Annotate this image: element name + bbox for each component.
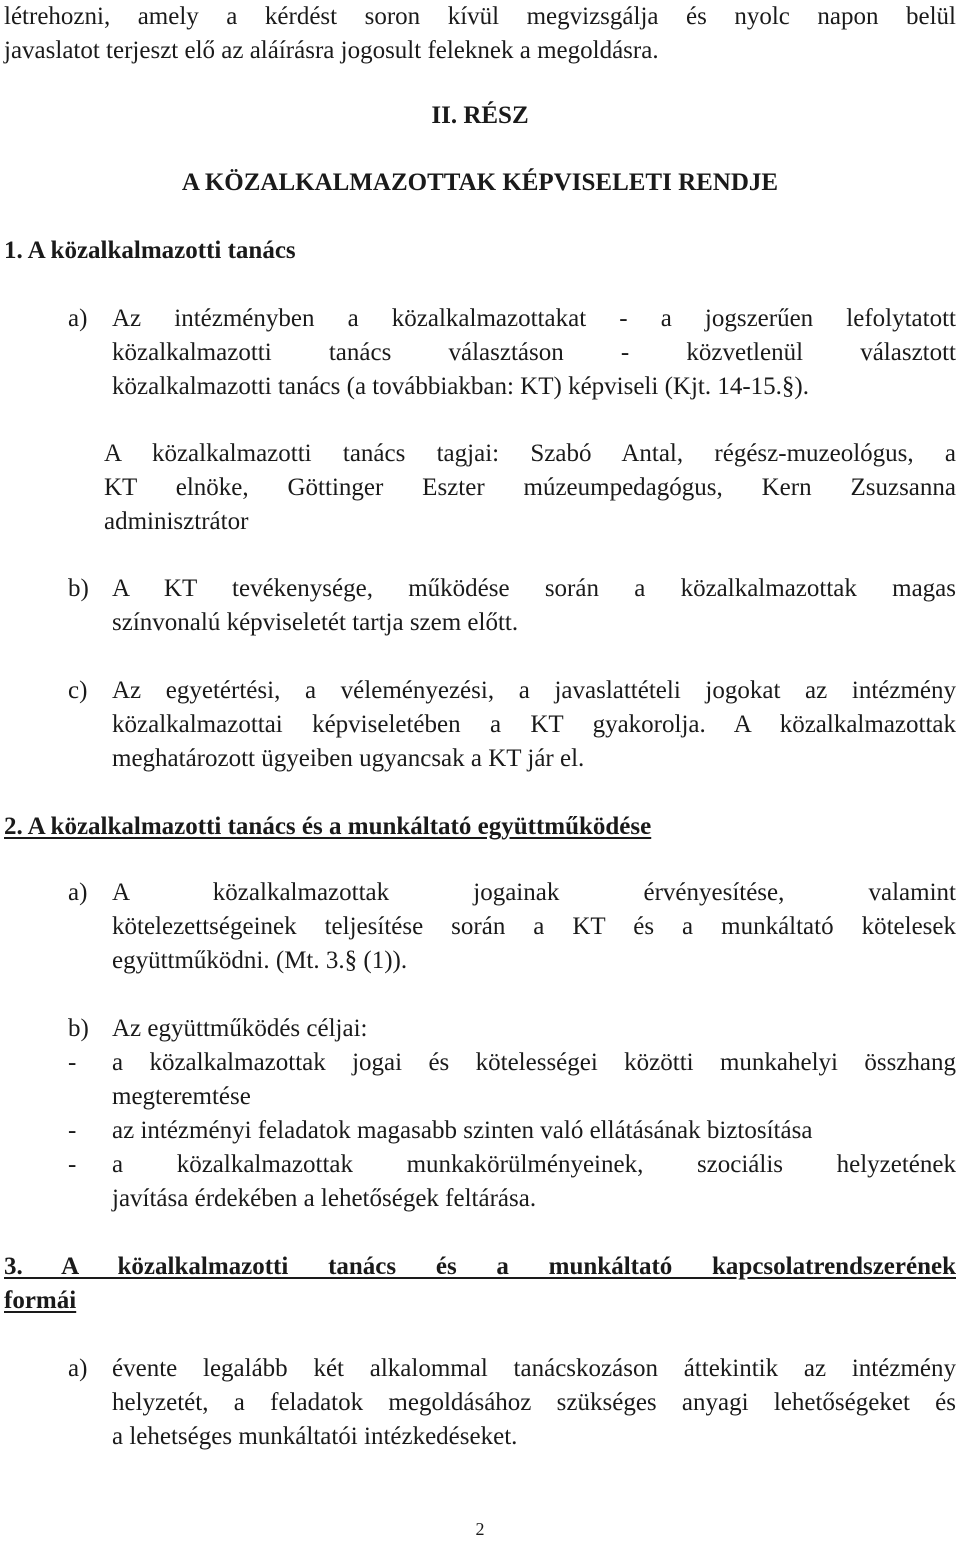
item-a-line-3: közalkalmazotti tanács (a továbbiakban: KT) képviseli (Kjt. 14-15.§). [112, 373, 809, 400]
bullet-3-line-1: a közalkalmazottak munkakörülményeinek, szociális helyzetének [112, 1151, 956, 1178]
item-c-line-2: közalkalmazottai képviseletében a KT gyakorolja. A közalkalmazottak [112, 711, 956, 738]
section-1-item-a [68, 302, 956, 404]
section-2-item-b [68, 1012, 956, 1046]
section-3-heading [4, 1250, 956, 1318]
item-b-line-1: A KT tevékenysége, működése során a közalkalmazottak magas [112, 575, 956, 602]
bullet-1-line-2: megteremtése [112, 1083, 251, 1110]
members-line-3: adminisztrátor [104, 508, 249, 535]
goal-bullet [68, 1114, 956, 1148]
part-number: II. RÉSZ [431, 102, 529, 129]
item-b-line-2: színvonalú képviseletét tartja szem előtt. [112, 609, 519, 636]
section-2-item-a [68, 876, 956, 978]
item-c-line-3: meghatározott ügyeiben ugyancsak a KT jár el. [112, 745, 585, 772]
item-label: a) [68, 1355, 88, 1382]
intro-line-1: létrehozni, amely a kérdést soron kívül megvizsgálja és nyolc napon belül [4, 3, 956, 30]
section-3-item-a [68, 1352, 956, 1454]
item-label: b) [68, 575, 89, 602]
bullet-1-line-1: a közalkalmazottak jogai és kötelességei közötti munkahelyi összhang [112, 1049, 956, 1076]
intro-paragraph [4, 0, 956, 68]
section-1-item-c [68, 674, 956, 776]
page-number: 2 [475, 1519, 485, 1539]
item-a-line-1: Az intézményben a közalkalmazottakat - a jogszerűen lefolytatott [112, 305, 956, 332]
members-line-2: KT elnöke, Göttinger Eszter múzeumpedagógus, Kern Zsuzsanna [104, 474, 956, 501]
intro-line-2: javaslatot terjeszt elő az aláírásra jogosult feleknek a megoldásra. [4, 37, 659, 64]
goal-bullet [68, 1046, 956, 1114]
s2-item-b-intro: Az együttműködés céljai: [112, 1015, 368, 1042]
item-label: a) [68, 305, 88, 332]
bullet-2-line-1: az intézményi feladatok magasabb szinten való ellátásának biztosítása [112, 1117, 813, 1144]
s2-item-a-line-2: kötelezettségeinek teljesítése során a KT és a munkáltató kötelesek [112, 913, 956, 940]
bullet-dash: - [68, 1151, 77, 1178]
section-1-item-b [68, 572, 956, 640]
item-c-line-1: Az egyetértési, a véleményezési, a javaslattételi jogokat az intézmény [112, 677, 956, 704]
bullet-3-line-2: javítása érdekében a lehetőségek feltárása. [112, 1185, 537, 1212]
section-2-heading: 2. A közalkalmazotti tanács és a munkáltató együttműködése [4, 813, 652, 840]
item-label: b) [68, 1015, 89, 1042]
item-a-line-2: közalkalmazotti tanács választáson - közvetlenül választott [112, 339, 956, 366]
members-line-1: A közalkalmazotti tanács tagjai: Szabó Antal, régész-muzeológus, a [104, 440, 956, 467]
s3-item-a-line-1: évente legalább két alkalommal tanácskozáson áttekintik az intézmény [112, 1355, 956, 1382]
part-title: A KÖZALKALMAZOTTAK KÉPVISELETI RENDJE [181, 169, 779, 196]
goal-bullet [68, 1148, 956, 1216]
council-members-paragraph [104, 437, 956, 539]
section-3-heading-line-1: 3. A közalkalmazotti tanács és a munkáltató kapcsolatrendszerének [4, 1253, 956, 1280]
section-1-heading: 1. A közalkalmazotti tanács [4, 237, 296, 264]
s2-item-a-line-1: A közalkalmazottak jogainak érvényesítése, valamint [112, 879, 956, 906]
s3-item-a-line-2: helyzetét, a feladatok megoldásához szükséges anyagi lehetőségeket és [112, 1389, 956, 1416]
section-3-heading-line-2: formái [4, 1287, 77, 1314]
item-label: a) [68, 879, 88, 906]
bullet-dash: - [68, 1117, 77, 1144]
bullet-dash: - [68, 1049, 77, 1076]
s3-item-a-line-3: a lehetséges munkáltatói intézkedéseket. [112, 1423, 518, 1450]
s2-item-a-line-3: együttműködni. (Mt. 3.§ (1)). [112, 947, 408, 974]
item-label: c) [68, 677, 88, 704]
